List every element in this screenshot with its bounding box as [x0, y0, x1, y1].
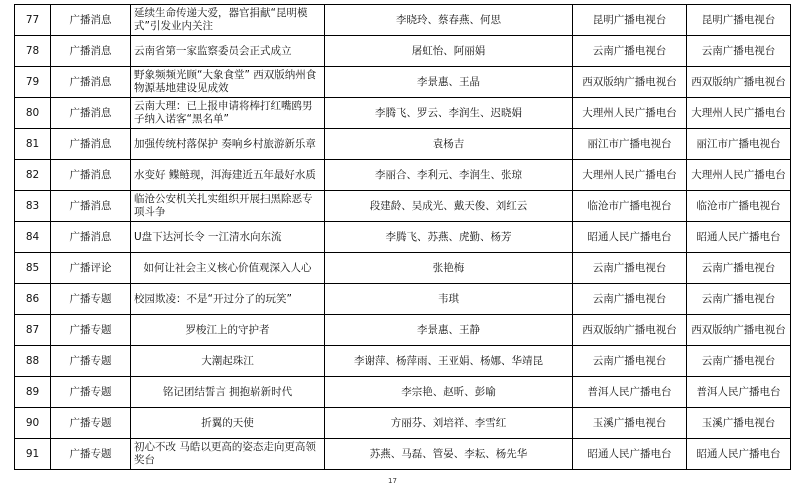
awards-table: [14, 4, 791, 470]
row-publisher: 云南广播电视台: [687, 284, 791, 315]
row-unit: 玉溪广播电视台: [573, 408, 687, 439]
row-publisher: 大理州人民广播电台: [687, 160, 791, 191]
row-authors: 李景惠、王静: [325, 315, 573, 346]
row-unit: 云南广播电视台: [573, 253, 687, 284]
row-category: 广播专题: [51, 408, 131, 439]
table-row: [15, 346, 791, 377]
table-row: [15, 284, 791, 315]
row-category: 广播消息: [51, 129, 131, 160]
row-title: 铭记团结誓言 拥抱崭新时代: [131, 377, 325, 408]
row-publisher: 西双版纳广播电视台: [687, 315, 791, 346]
row-unit: 云南广播电视台: [573, 36, 687, 67]
row-title: 延续生命传递大爱，器官捐献“昆明模式”引发业内关注: [131, 5, 325, 36]
row-unit: 昆明广播电视台: [573, 5, 687, 36]
row-category: 广播消息: [51, 160, 131, 191]
table-row: [15, 222, 791, 253]
row-number: 82: [15, 160, 51, 191]
row-title: 罗梭江上的守护者: [131, 315, 325, 346]
row-publisher: 丽江市广播电视台: [687, 129, 791, 160]
row-category: 广播专题: [51, 377, 131, 408]
row-category: 广播消息: [51, 222, 131, 253]
row-title: 折翼的天使: [131, 408, 325, 439]
table-row: [15, 67, 791, 98]
row-category: 广播消息: [51, 5, 131, 36]
table-row: [15, 129, 791, 160]
row-unit: 昭通人民广播电台: [573, 439, 687, 470]
row-publisher: 昭通人民广播电台: [687, 222, 791, 253]
row-authors: 李景惠、王晶: [325, 67, 573, 98]
row-category: 广播专题: [51, 346, 131, 377]
row-publisher: 玉溪广播电视台: [687, 408, 791, 439]
row-publisher: 云南广播电视台: [687, 253, 791, 284]
table-row: [15, 5, 791, 36]
row-title: U盘下达河长令 一江清水向东流: [131, 222, 325, 253]
row-publisher: 云南广播电视台: [687, 36, 791, 67]
row-authors: 李谢萍、杨萍雨、王亚娟、杨娜、华靖昆: [325, 346, 573, 377]
table-row: [15, 160, 791, 191]
row-unit: 云南广播电视台: [573, 346, 687, 377]
row-authors: 李丽合、李利元、李润生、张琼: [325, 160, 573, 191]
row-authors: 张艳梅: [325, 253, 573, 284]
row-authors: 屠虹怡、阿丽娟: [325, 36, 573, 67]
row-number: 78: [15, 36, 51, 67]
row-publisher: 昆明广播电视台: [687, 5, 791, 36]
table-row: [15, 439, 791, 470]
row-number: 88: [15, 346, 51, 377]
row-publisher: 西双版纳广播电视台: [687, 67, 791, 98]
row-authors: 李腾飞、苏燕、虎勤、杨芳: [325, 222, 573, 253]
row-category: 广播消息: [51, 67, 131, 98]
table-body: [15, 5, 791, 470]
row-title: 野象频频光顾“大象食堂” 西双版纳州食物源基地建设见成效: [131, 67, 325, 98]
row-title: 大潮起珠江: [131, 346, 325, 377]
row-authors: 段建龄、吴成光、戴天俊、刘红云: [325, 191, 573, 222]
row-number: 89: [15, 377, 51, 408]
row-unit: 大理州人民广播电台: [573, 98, 687, 129]
row-unit: 大理州人民广播电台: [573, 160, 687, 191]
row-category: 广播专题: [51, 439, 131, 470]
row-publisher: 大理州人民广播电台: [687, 98, 791, 129]
row-number: 84: [15, 222, 51, 253]
row-publisher: 云南广播电视台: [687, 346, 791, 377]
row-authors: 李宗艳、赵昕、彭喻: [325, 377, 573, 408]
table-row: [15, 98, 791, 129]
row-category: 广播专题: [51, 284, 131, 315]
row-title: 云南大理：已上报申请将棒打红嘴鸥男子纳入诺客“黑名单”: [131, 98, 325, 129]
row-title: 初心不改 马皓以更高的姿态走向更高领奖台: [131, 439, 325, 470]
table-row: [15, 408, 791, 439]
row-title: 校园欺凌：不是“开过分了的玩笑”: [131, 284, 325, 315]
table-row: [15, 253, 791, 284]
row-category: 广播评论: [51, 253, 131, 284]
row-number: 86: [15, 284, 51, 315]
row-number: 83: [15, 191, 51, 222]
row-authors: 苏燕、马磊、管晏、李耘、杨先华: [325, 439, 573, 470]
row-number: 91: [15, 439, 51, 470]
table-row: [15, 315, 791, 346]
row-authors: 李腾飞、罗云、李润生、迟晓娟: [325, 98, 573, 129]
row-authors: 李晓玲、蔡春燕、何思: [325, 5, 573, 36]
row-number: 90: [15, 408, 51, 439]
row-category: 广播消息: [51, 36, 131, 67]
row-title: 临沧公安机关扎实组织开展扫黑除恶专项斗争: [131, 191, 325, 222]
table-row: [15, 36, 791, 67]
row-title: 加强传统村落保护 奏响乡村旅游新乐章: [131, 129, 325, 160]
row-publisher: 临沧市广播电视台: [687, 191, 791, 222]
row-publisher: 昭通人民广播电台: [687, 439, 791, 470]
row-number: 77: [15, 5, 51, 36]
row-unit: 云南广播电视台: [573, 284, 687, 315]
row-number: 80: [15, 98, 51, 129]
table-row: [15, 377, 791, 408]
row-title: 云南省第一家监察委员会正式成立: [131, 36, 325, 67]
row-category: 广播专题: [51, 315, 131, 346]
row-number: 81: [15, 129, 51, 160]
row-unit: 普洱人民广播电台: [573, 377, 687, 408]
row-title: 水变好 鲽鲢现，洱海建近五年最好水质: [131, 160, 325, 191]
row-category: 广播消息: [51, 98, 131, 129]
row-unit: 丽江市广播电视台: [573, 129, 687, 160]
row-publisher: 普洱人民广播电台: [687, 377, 791, 408]
row-authors: 韦琪: [325, 284, 573, 315]
row-unit: 西双版纳广播电视台: [573, 67, 687, 98]
row-authors: 袁杨吉: [325, 129, 573, 160]
row-title: 如何让社会主义核心价值观深入人心: [131, 253, 325, 284]
row-unit: 临沧市广播电视台: [573, 191, 687, 222]
row-unit: 西双版纳广播电视台: [573, 315, 687, 346]
row-category: 广播消息: [51, 191, 131, 222]
row-unit: 昭通人民广播电台: [573, 222, 687, 253]
row-number: 85: [15, 253, 51, 284]
row-number: 79: [15, 67, 51, 98]
table-row: [15, 191, 791, 222]
row-authors: 方丽芬、刘培祥、李雪红: [325, 408, 573, 439]
row-number: 87: [15, 315, 51, 346]
page-number: 17: [388, 477, 397, 485]
